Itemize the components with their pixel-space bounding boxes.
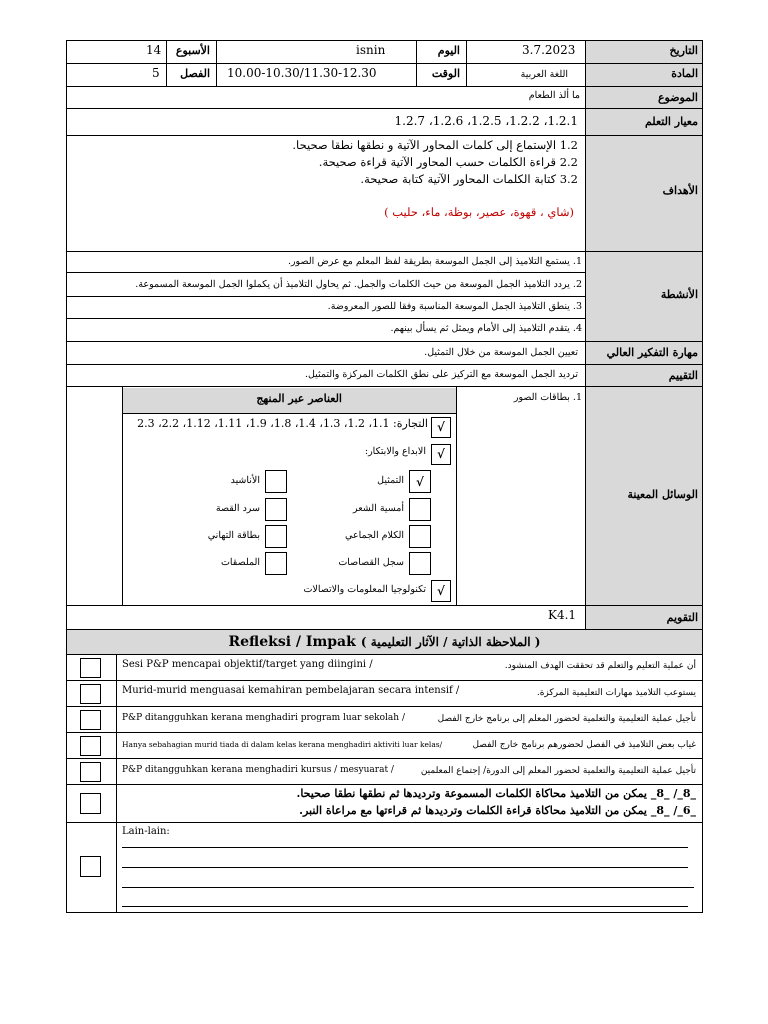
reflection-ar-5: تأجيل عملية التعليمية والتعلمية لحضور المعلم إلى الدورة/ إجتماع المعلمين — [420, 766, 696, 776]
others-checkbox[interactable] — [80, 856, 101, 877]
poetry-checkbox[interactable] — [409, 498, 431, 521]
achievement-checkbox[interactable] — [80, 793, 101, 814]
posters-checkbox[interactable] — [265, 552, 287, 575]
creativity-tick: √ — [437, 447, 445, 461]
subject-value: اللغة العربية — [520, 69, 568, 80]
activity-3: 3. ينطق التلاميذ الجمل الموسعة المناسبة وفقا للصور المعروضة. — [327, 301, 582, 312]
time-value: 10.00-10.30/11.30-12.30 — [227, 66, 377, 80]
others-line-1[interactable] — [122, 847, 688, 848]
ict-tick: √ — [437, 584, 445, 598]
reflection-ms-3: P&P ditangguhkan kerana menghadiri program luar sekolah / — [122, 713, 405, 723]
others-line-3[interactable] — [122, 887, 694, 888]
day-value: isnin — [356, 43, 386, 57]
reflection-checkbox-3[interactable] — [80, 710, 101, 730]
option-group-speech: الكلام الجماعي — [345, 530, 404, 541]
hots-label: مهارة التفكير العالي — [606, 346, 698, 359]
option-greeting-card: بطاقة التهاني — [207, 530, 260, 541]
topic-value: ما ألذ الطعام — [528, 90, 580, 101]
activities-label: الأنشطة — [660, 288, 698, 301]
assessment-value: ترديد الجمل الموسعة مع التركيز على نطق الكلمات المركزة والتمثيل. — [304, 369, 578, 380]
objective-2: 2.2 قراءة الكلمات حسب المحاور الآتية قراءة صحيحة. — [318, 155, 578, 169]
week-value: 14 — [146, 43, 162, 57]
commerce-text: التجارة: 1.1، 1.2، 1.3، 1.4، 1.8، 1.9، 1.11، 1.12، 2.2، 2.3 — [137, 417, 428, 430]
materials-label: الوسائل المعينة — [627, 488, 698, 501]
reflection-title-ar: ( الملاحظة الذاتية / الآثار التعليمية ) — [360, 635, 541, 649]
activity-4: 4. يتقدم التلاميذ إلى الأمام ويمثل ثم يسأل بينهم. — [390, 323, 582, 334]
objectives-label: الأهداف — [662, 184, 698, 197]
cross-header: العناصر عبر المنهج — [256, 392, 342, 405]
reflection-checkbox-1[interactable] — [80, 658, 101, 678]
reflection-ms-1: Sesi P&P mencapai objektif/target yang diingini / — [122, 659, 373, 670]
creativity-text: الابداع والابتكار: — [364, 446, 426, 457]
activity-2: 2. يردد التلاميذ الجمل الموسعة من حيث الكلمات والجمل. ثم يحاول التلاميذ أن يكملوا الجمل الموسعة المسموعة. — [135, 279, 582, 290]
reflection-ms-4: Hanya sebahagian murid tiada di dalam kelas kerana menghadiri aktiviti luar kelas/ — [122, 740, 443, 749]
hots-value: تعيين الجمل الموسعة من خلال التمثيل. — [424, 347, 578, 358]
evaluation-label: التقويم — [666, 611, 698, 624]
topic-label: الموضوع — [657, 91, 698, 104]
greeting-card-checkbox[interactable] — [265, 525, 287, 548]
acting-tick: √ — [416, 475, 424, 489]
assessment-label: التقييم — [668, 369, 698, 382]
ict-text: تكنولوجيا المعلومات والاتصالات — [303, 584, 426, 595]
others-line-4[interactable] — [122, 906, 688, 907]
standard-label: معيار التعلم — [644, 115, 698, 128]
week-label: الأسبوع — [175, 44, 210, 57]
standard-value: 1.2.1، 1.2.2، 1.2.5، 1.2.6، 1.2.7 — [394, 114, 578, 128]
reflection-ar-1: أن عملية التعليم والتعلم قد تحققت الهدف المنشود. — [504, 661, 696, 671]
reflection-ar-3: تأجيل عملية التعليمية والتعلمية لحضور المعلم إلى برنامج خارج الفصل — [437, 714, 696, 724]
time-label: الوقت — [431, 67, 460, 80]
scrapbook-checkbox[interactable] — [409, 552, 431, 575]
objective-1: 1.2 الإستماع إلى كلمات المحاور الآتية و نطقها نطقا صحيحا. — [292, 138, 578, 152]
reflection-title-row — [66, 631, 703, 651]
materials-item: 1. بطاقات الصور — [513, 392, 582, 403]
objective-words: (شاي ، قهوة، عصير، بوظة، ماء، حليب ) — [384, 205, 574, 219]
reflection-ms-5: P&P ditangguhkan kerana menghadiri kursus / mesyuarat / — [122, 765, 394, 775]
songs-checkbox[interactable] — [265, 470, 287, 493]
group-speech-checkbox[interactable] — [409, 525, 431, 548]
option-poetry: أمسية الشعر — [352, 503, 404, 514]
class-value: 5 — [152, 66, 160, 80]
others-line-2[interactable] — [122, 867, 688, 868]
story-checkbox[interactable] — [265, 498, 287, 521]
class-label: الفصل — [180, 67, 210, 80]
reflection-ms-2: Murid-murid menguasai kemahiran pembelajaran secara intensif / — [122, 685, 460, 696]
reflection-checkbox-2[interactable] — [80, 684, 101, 704]
objective-3: 3.2 كتابة الكلمات المحاور الآتية كتابة صحيحة. — [360, 172, 578, 186]
reflection-checkbox-5[interactable] — [80, 762, 101, 782]
date-label: التاريخ — [669, 44, 698, 57]
reflection-checkbox-4[interactable] — [80, 736, 101, 756]
others-label: Lain-lain: — [122, 826, 170, 837]
reflection-title: Refleksi / Impak — [228, 634, 356, 650]
day-label: اليوم — [437, 44, 460, 57]
evaluation-value: K4.1 — [548, 608, 577, 622]
activity-1: 1. يستمع التلاميذ إلى الجمل الموسعة بطريقة لفظ المعلم مع عرض الصور. — [287, 256, 582, 267]
reflection-ar-4: غياب بعض التلاميذ في الفصل لحضورهم برنامج خارج الفصل — [472, 740, 696, 750]
option-songs: الأناشيد — [230, 475, 260, 486]
option-story: سرد القصة — [215, 503, 260, 514]
option-scrapbook: سجل القصاصات — [338, 557, 404, 568]
option-acting: التمثيل — [377, 475, 404, 486]
achievement-2: _6_/ _8_ يمكن من التلاميذ محاكاة قراءة الكلمات وترديدها ثم قراءتها مع مراعاة النبر. — [299, 804, 696, 817]
date-value: 3.7.2023 — [522, 43, 576, 57]
option-posters: الملصقات — [220, 557, 260, 568]
reflection-ar-2: يستوعب التلاميذ مهارات التعليمية المركزة. — [536, 688, 696, 698]
subject-label: المادة — [671, 67, 698, 80]
achievement-1: _8_/ _8_ يمكن من التلاميذ محاكاة الكلمات المسموعة وترديدها ثم نطقها نطقا صحيحا. — [296, 787, 696, 800]
commerce-tick: √ — [437, 420, 445, 434]
